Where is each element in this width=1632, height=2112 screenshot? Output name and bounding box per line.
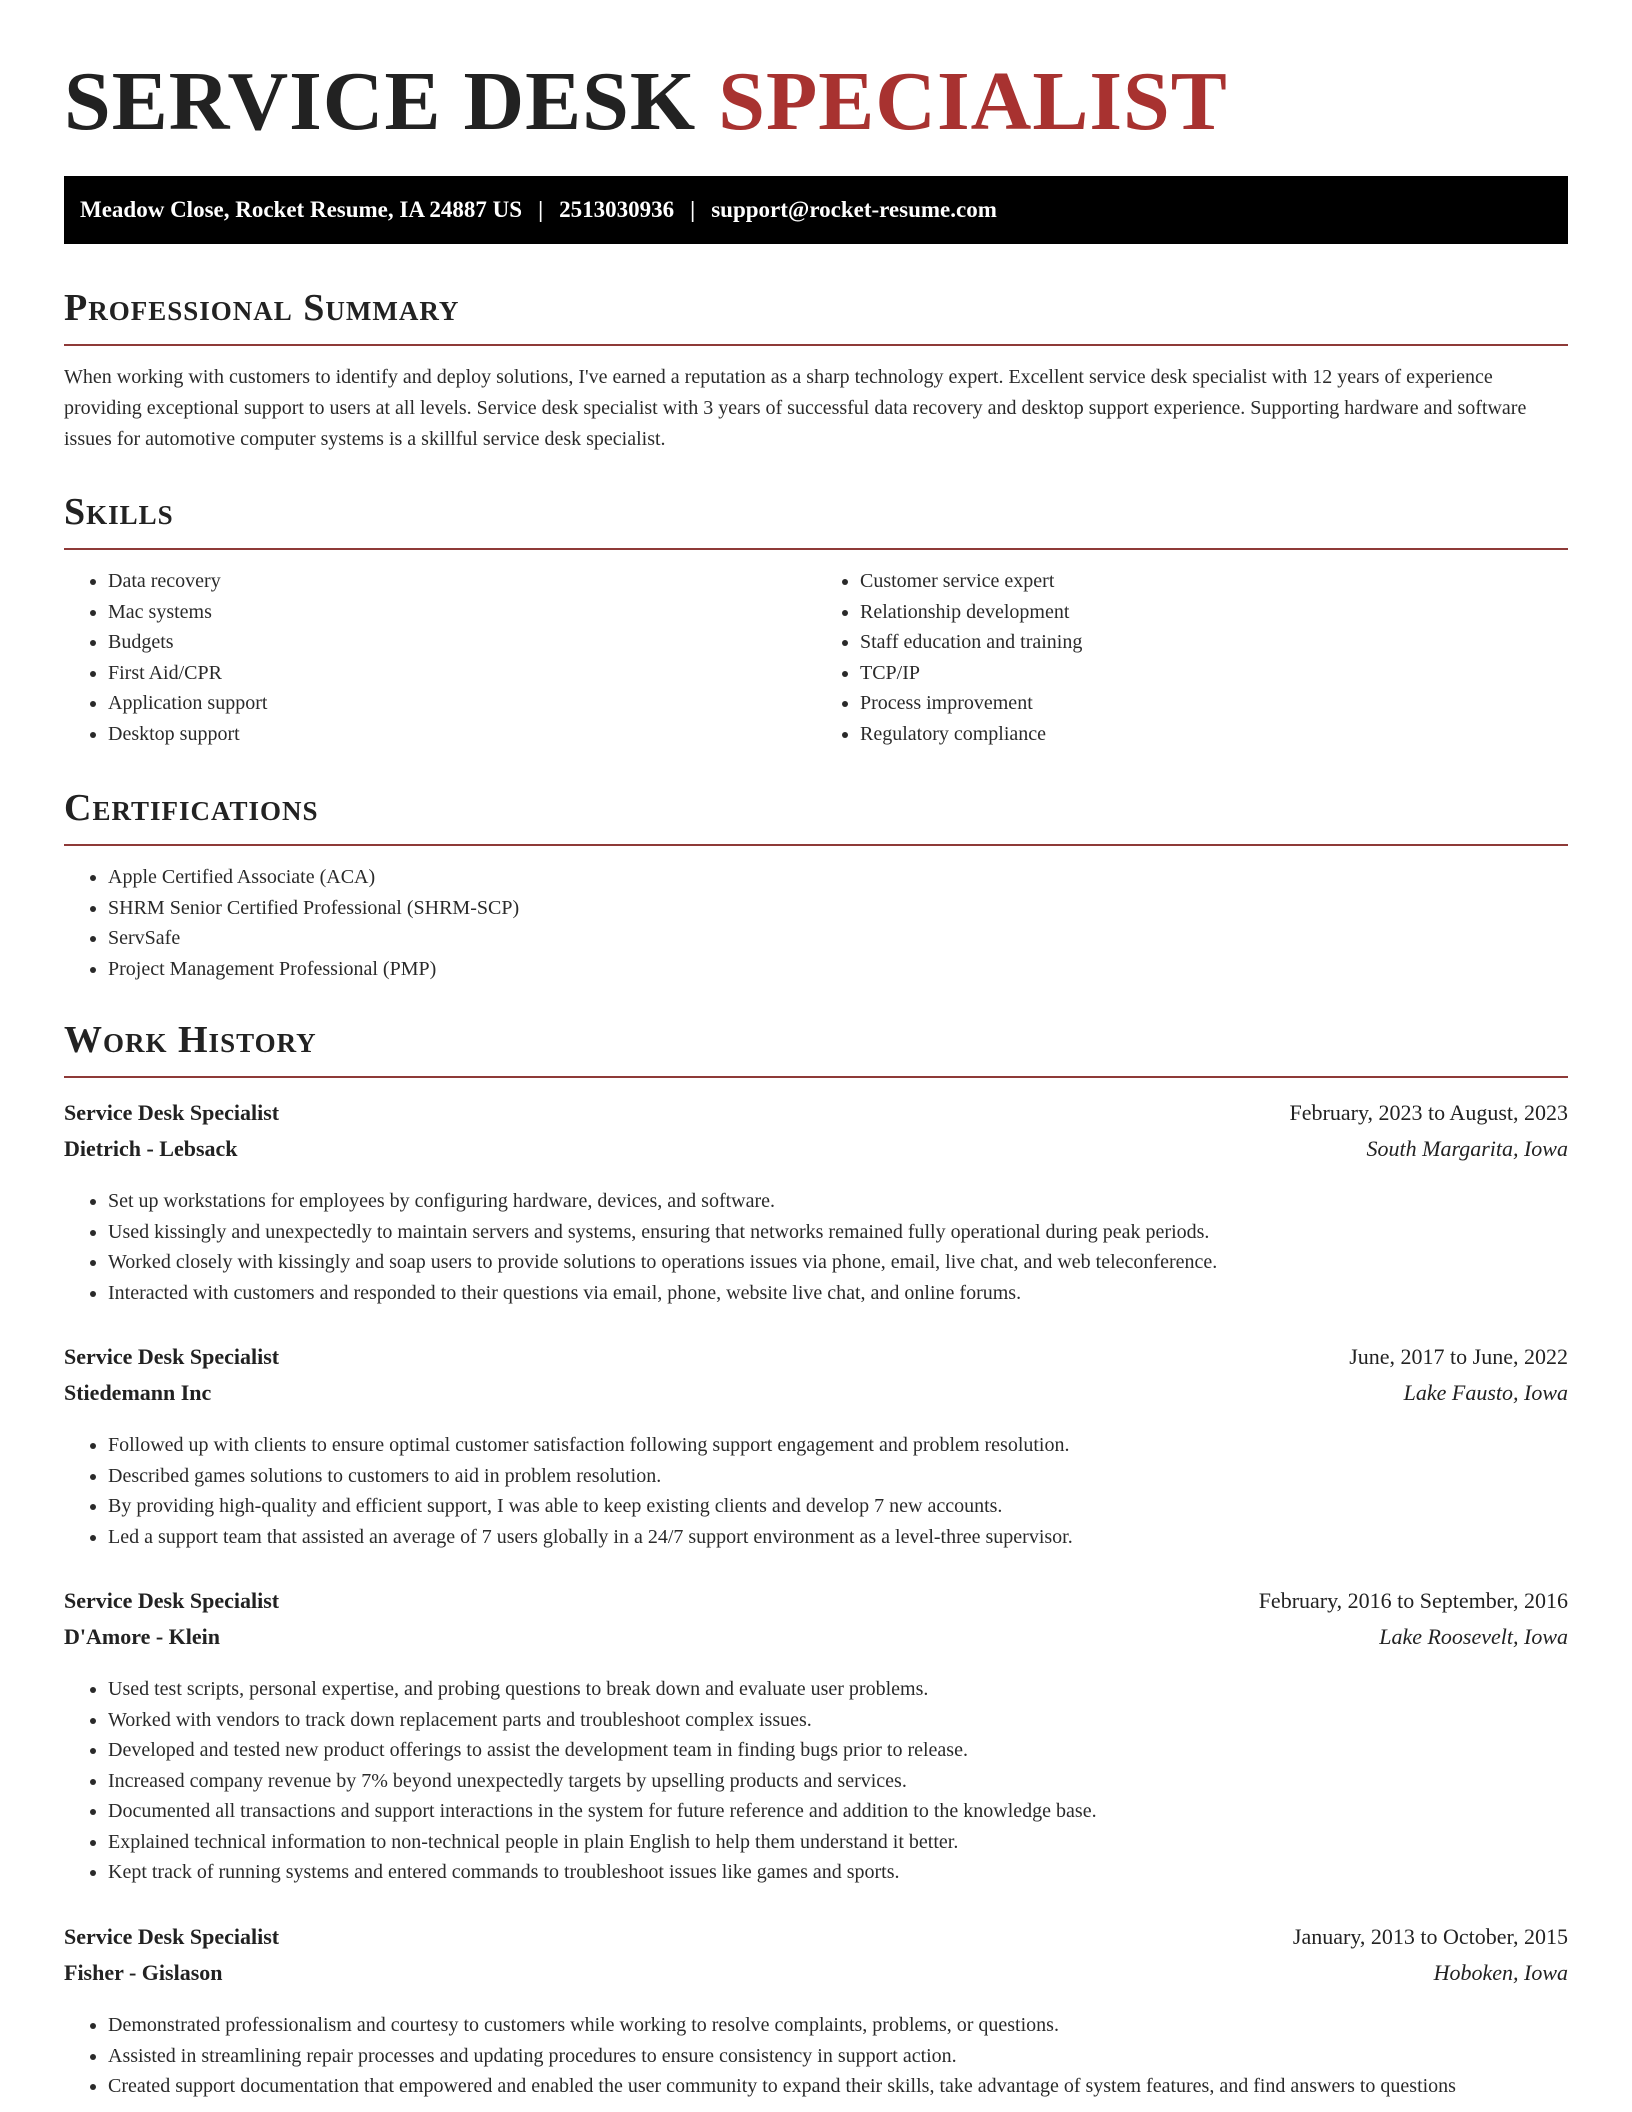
skills-list-right: [816, 566, 1568, 749]
job-bullets: [64, 2010, 1568, 2102]
skill-item: • Mac systems: [108, 597, 816, 628]
certifications-section: [64, 784, 1568, 984]
job-entry: [64, 1588, 1568, 1888]
job-bullet: • Worked with vendors to track down replacement parts and troubleshoot complex issues.: [108, 1705, 1568, 1736]
job-company: Fisher - Gislason: [64, 1960, 223, 1985]
summary-section: [64, 284, 1568, 455]
job-bullet: • Described games solutions to customers to aid in problem resolution.: [108, 1461, 1568, 1492]
job-company: Stiedemann Inc: [64, 1380, 212, 1405]
job-bullet: • Created support documentation that empowered and enabled the user community to expand their skills, take advantage of system features, and find answers to questions: [108, 2071, 1568, 2102]
job-location: South Margarita, Iowa: [1366, 1136, 1568, 1161]
job-subheader-row: [64, 1624, 1568, 1660]
name-part-1: SERVICE DESK: [64, 55, 697, 148]
job-bullet: • Worked closely with kissingly and soap users to provide solutions to operations issues via phone, email, live chat, and web teleconference.: [108, 1247, 1568, 1278]
skills-columns: [64, 566, 1568, 749]
skill-item: • Staff education and training: [860, 627, 1568, 658]
work-history-heading: Work History: [64, 1019, 317, 1061]
job-header-row: [64, 1100, 1568, 1136]
job-dates: January, 2013 to October, 2015: [1292, 1924, 1568, 1949]
skill-item: • Process improvement: [860, 688, 1568, 719]
skill-item: • Desktop support: [108, 719, 816, 750]
summary-heading: Professional Summary: [64, 287, 460, 329]
job-bullets: [64, 1674, 1568, 1888]
job-location: Lake Roosevelt, Iowa: [1379, 1624, 1568, 1649]
job-header-row: [64, 1344, 1568, 1380]
job-title: Service Desk Specialist: [64, 1344, 280, 1369]
job-bullet: • Interacted with customers and responded to their questions via email, phone, website live chat, and online forums.: [108, 1278, 1568, 1309]
skill-item: • Application support: [108, 688, 816, 719]
job-title: Service Desk Specialist: [64, 1100, 280, 1125]
contact-address: Meadow Close, Rocket Resume, IA 24887 US: [80, 197, 523, 222]
job-dates: June, 2017 to June, 2022: [1349, 1344, 1568, 1369]
section-divider: [64, 1076, 1568, 1078]
job-dates: February, 2016 to September, 2016: [1258, 1588, 1568, 1613]
job-entry: [64, 1344, 1568, 1552]
skill-item: • Relationship development: [860, 597, 1568, 628]
summary-text: When working with customers to identify and deploy solutions, I've earned a reputation as a sharp technology expert. Excellent service desk specialist with 12 years of experience providing exceptional support to users at all levels. Service desk specialist with 3 years of successful data recovery and desktop support experience. Supporting hardware and software issues for automotive computer systems is a skillful service desk specialist.: [64, 366, 1527, 450]
certification-item: • Apple Certified Associate (ACA): [108, 862, 1568, 893]
certification-item: • SHRM Senior Certified Professional (SHRM-SCP): [108, 893, 1568, 924]
job-entry: [64, 1924, 1568, 2102]
job-bullet: • Set up workstations for employees by configuring hardware, devices, and software.: [108, 1186, 1568, 1217]
certifications-heading: Certifications: [64, 787, 319, 829]
contact-separator: |: [690, 197, 696, 222]
job-company: D'Amore - Klein: [64, 1624, 221, 1649]
certifications-list: [64, 862, 1568, 984]
job-company: Dietrich - Lebsack: [64, 1136, 238, 1161]
certification-item: • Project Management Professional (PMP): [108, 954, 1568, 985]
skill-item: • First Aid/CPR: [108, 658, 816, 689]
job-title: Service Desk Specialist: [64, 1588, 280, 1613]
job-bullet: • Increased company revenue by 7% beyond unexpectedly targets by upselling products and services.: [108, 1766, 1568, 1797]
job-bullet: • Assisted in streamlining repair processes and updating procedures to ensure consistency in support action.: [108, 2041, 1568, 2072]
skill-item: • Data recovery: [108, 566, 816, 597]
skills-heading: Skills: [64, 491, 174, 533]
contact-bar: [64, 176, 1568, 244]
job-header-row: [64, 1588, 1568, 1624]
job-subheader-row: [64, 1380, 1568, 1416]
job-bullet: • Developed and tested new product offerings to assist the development team in finding bugs prior to release.: [108, 1735, 1568, 1766]
skills-list-left: [64, 566, 816, 749]
job-entry: [64, 1100, 1568, 1308]
name-part-2: SPECIALIST: [718, 55, 1228, 148]
job-subheader-row: [64, 1136, 1568, 1172]
skill-item: • Regulatory compliance: [860, 719, 1568, 750]
job-header-row: [64, 1924, 1568, 1960]
section-divider: [64, 548, 1568, 550]
job-bullet: • Explained technical information to non-technical people in plain English to help them understand it better.: [108, 1827, 1568, 1858]
job-bullet: • Documented all transactions and support interactions in the system for future reference and addition to the knowledge base.: [108, 1796, 1568, 1827]
section-divider: [64, 844, 1568, 846]
skills-section: [64, 488, 1568, 749]
resume-name: [64, 52, 1228, 152]
skill-item: • TCP/IP: [860, 658, 1568, 689]
job-bullet: • Used test scripts, personal expertise, and probing questions to break down and evaluate user problems.: [108, 1674, 1568, 1705]
job-bullet: • Demonstrated professionalism and courtesy to customers while working to resolve complaints, problems, or questions.: [108, 2010, 1568, 2041]
contact-separator: |: [538, 197, 544, 222]
job-bullet: • Led a support team that assisted an average of 7 users globally in a 24/7 support environment as a level-three supervisor.: [108, 1522, 1568, 1553]
skill-item: • Customer service expert: [860, 566, 1568, 597]
job-dates: February, 2023 to August, 2023: [1289, 1100, 1568, 1125]
job-subheader-row: [64, 1960, 1568, 1996]
work-history-section: [64, 1016, 1568, 1078]
job-bullet: • Used kissingly and unexpectedly to maintain servers and systems, ensuring that networks remained fully operational during peak periods.: [108, 1217, 1568, 1248]
job-title: Service Desk Specialist: [64, 1924, 280, 1949]
job-bullet: • By providing high-quality and efficient support, I was able to keep existing clients and develop 7 new accounts.: [108, 1491, 1568, 1522]
job-location: Hoboken, Iowa: [1433, 1960, 1568, 1985]
job-bullet: • Followed up with clients to ensure optimal customer satisfaction following support engagement and problem resolution.: [108, 1430, 1568, 1461]
certification-item: • ServSafe: [108, 923, 1568, 954]
job-bullets: [64, 1430, 1568, 1552]
contact-phone: 2513030936: [559, 197, 675, 222]
job-location: Lake Fausto, Iowa: [1403, 1380, 1568, 1405]
skill-item: • Budgets: [108, 627, 816, 658]
section-divider: [64, 344, 1568, 346]
contact-email[interactable]: support@rocket-resume.com: [711, 197, 997, 222]
job-bullets: [64, 1186, 1568, 1308]
job-bullet: • Kept track of running systems and entered commands to troubleshoot issues like games and sports.: [108, 1857, 1568, 1888]
